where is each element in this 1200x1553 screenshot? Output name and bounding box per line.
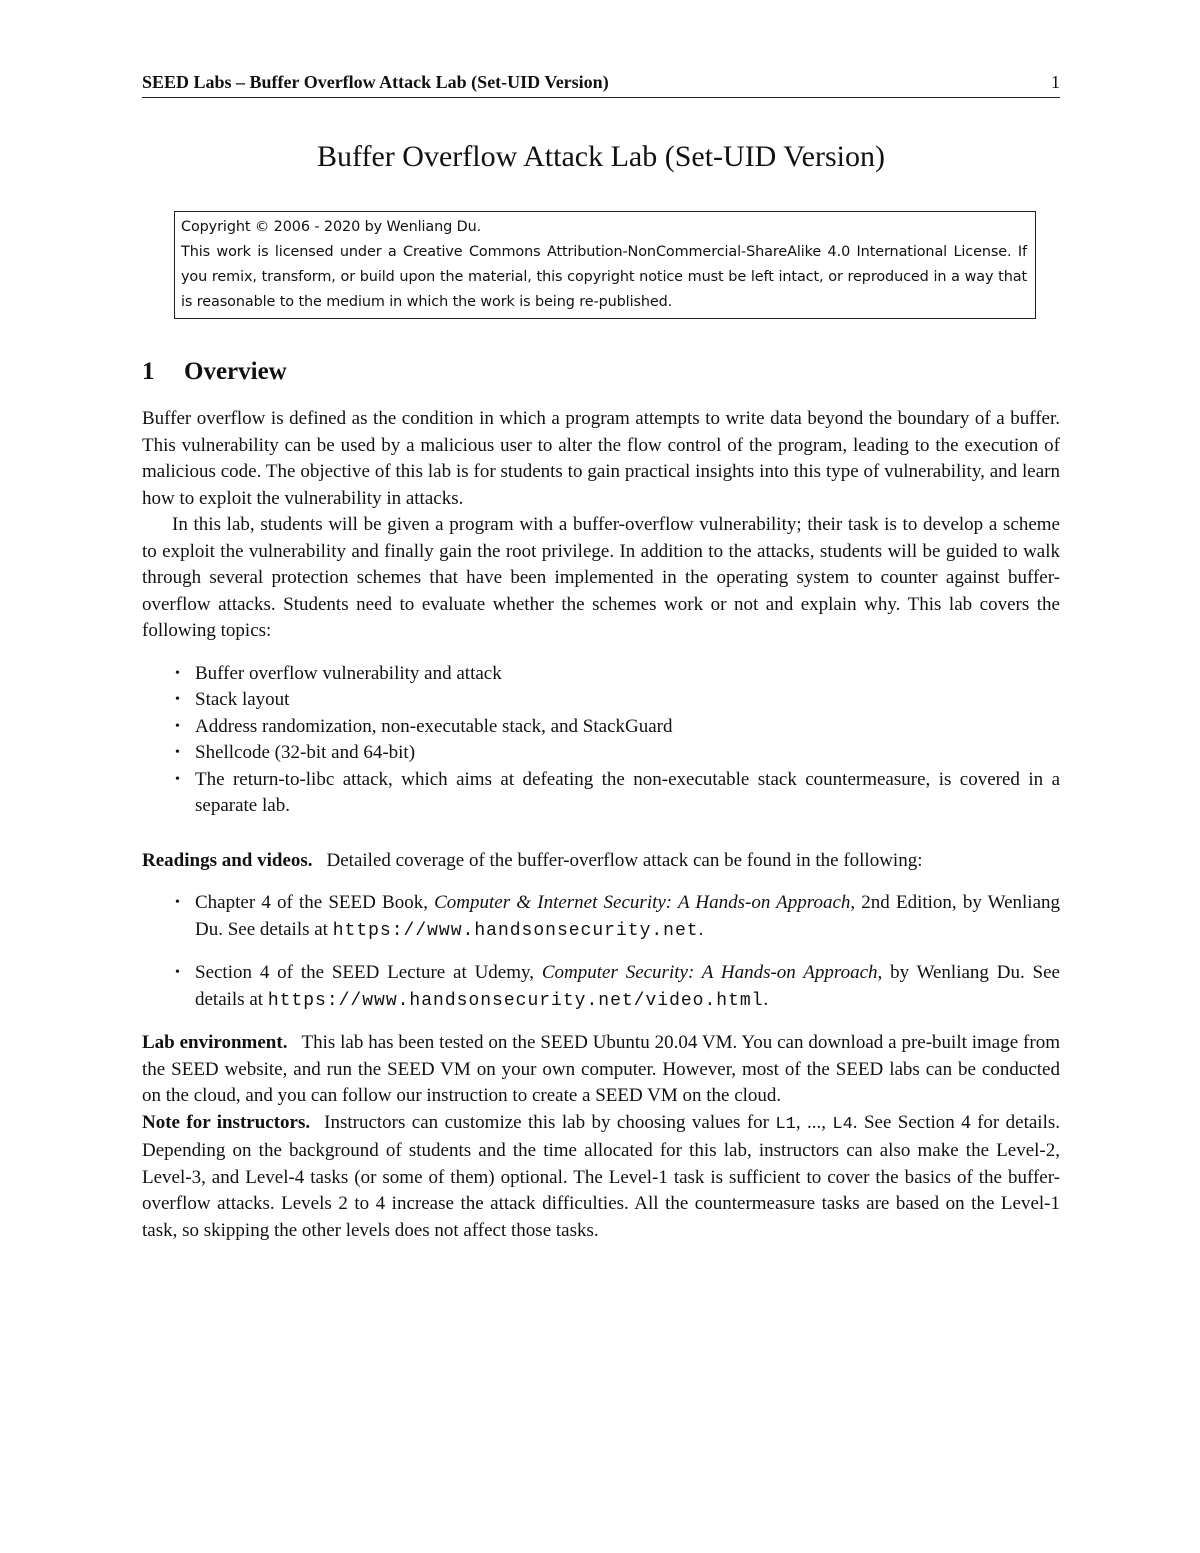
document-title: Buffer Overflow Attack Lab (Set-UID Version) <box>317 140 885 173</box>
instructors-paragraph: Note for instructors. Instructors can customize this lab by choosing values for L1, ..., L4. See Section 4 for details. Depending on the background of students and the time allocated for this lab, instructors can also make the Level-2, Level-3, and Level-4 tasks (or some of them) optional. The Level-1 task is sufficient to cover the basics of the buffer-overflow attacks. Levels 2 to 4 increase the attack difficulties. All the countermeasure tasks are based on the Level-1 task, so skipping the other levels does not affect those tasks. <box>142 1111 1060 1241</box>
lab-environment-paragraph: Lab environment. This lab has been tested on the SEED Ubuntu 20.04 VM. You can download a pre-built image from the SEED website, and run the SEED VM on your own computer. However, most of the SEED labs can be conducted on the cloud, and you can follow our instruction to create a SEED VM on the cloud. <box>142 1032 1060 1106</box>
code-l4: L4 <box>832 1114 853 1134</box>
running-header <box>142 70 1060 98</box>
license-text: This work is licensed under a Creative Commons Attribution-NonCommercial-ShareAlike 4.0 International License. If you remix, transform, or build upon the material, this copyright notice must be left intact, or reproduced in a way that is reasonable to the medium in which the work is being re-published. <box>181 244 1027 310</box>
readings-list <box>142 890 1060 1014</box>
bullet-icon: • <box>175 771 180 787</box>
list-item: • Stack layout <box>142 687 1060 714</box>
bullet-icon: • <box>175 745 180 760</box>
list-item: • The return-to-libc attack, which aims at defeating the non-executable stack countermeasure, is covered in a separate lab. <box>175 768 1060 816</box>
section-number: 1 <box>142 358 155 385</box>
instructors-heading: Note for instructors. <box>142 1111 311 1133</box>
overview-paragraph-1: Buffer overflow is defined as the condition in which a program attempts to write data beyond the boundary of a buffer. This vulnerability can be used by a malicious user to alter the flow control of the program, leading to the execution of malicious code. The objective of this lab is for students to gain practical insights into this type of vulnerability, and learn how to exploit the vulnerability in attacks. <box>142 408 1060 509</box>
code-l1: L1 <box>775 1114 796 1134</box>
readings-heading: Readings and videos. <box>142 849 313 871</box>
book-url-link[interactable]: https://www.handsonsecurity.net <box>332 920 699 941</box>
page-number: 1 <box>1051 72 1060 92</box>
list-item: • Buffer overflow vulnerability and attack <box>142 661 1060 688</box>
main-content <box>142 352 1060 1244</box>
bullet-icon: • <box>175 718 180 734</box>
copyright-line: Copyright © 2006 - 2020 by Wenliang Du. <box>181 219 482 235</box>
bullet-icon: • <box>175 965 180 980</box>
topics-list <box>142 661 1060 820</box>
copyright-box <box>174 211 1036 319</box>
list-item: • Section 4 of the SEED Lecture at Udemy, Computer Security: A Hands-on Approach, by Wenliang Du. See details at https://www.handsonsecurity.net/video.html. <box>175 962 1060 1011</box>
section-title: Overview <box>184 358 287 385</box>
overview-paragraph-2: In this lab, students will be given a program with a buffer-overflow vulnerability; their task is to develop a scheme to exploit the vulnerability and finally gain the root privilege. In addition to the attacks, students will be guided to walk through several protection schemes that have been implemented in the operating system to counter against buffer-overflow attacks. Students need to evaluate whether the schemes work or not and explain why. This lab covers the following topics: <box>142 514 1060 641</box>
section-heading <box>142 352 1060 392</box>
bullet-icon: • <box>175 665 180 681</box>
list-item: • Address randomization, non-executable stack, and StackGuard <box>142 714 1060 741</box>
bullet-icon: • <box>175 895 180 910</box>
video-url-link[interactable]: https://www.handsonsecurity.net/video.html <box>267 990 764 1011</box>
readings-paragraph: Readings and videos. Detailed coverage of the buffer-overflow attack can be found in the following: <box>142 849 923 871</box>
course-title: Computer Security: A Hands-on Approach <box>541 962 878 983</box>
bullet-icon: • <box>175 692 180 707</box>
list-item: • Chapter 4 of the SEED Book, Computer & Internet Security: A Hands-on Approach, 2nd Edition, by Wenliang Du. See details at https://www.handsonsecurity.net. <box>175 892 1061 941</box>
running-header-title: SEED Labs – Buffer Overflow Attack Lab (Set-UID Version) <box>142 72 609 92</box>
list-item: • Shellcode (32-bit and 64-bit) <box>142 740 1060 767</box>
lab-environment-heading: Lab environment. <box>142 1032 288 1053</box>
book-title: Computer & Internet Security: A Hands-on Approach <box>434 892 851 913</box>
